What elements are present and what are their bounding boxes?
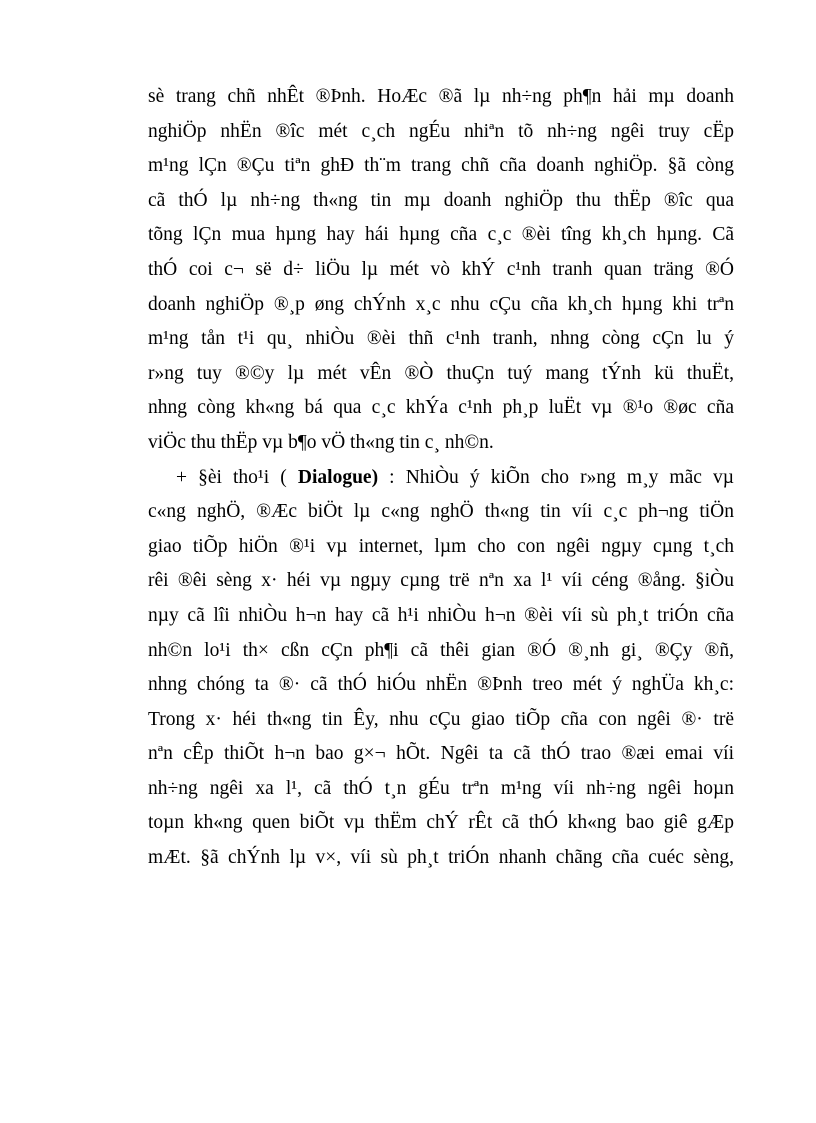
text-line: Trong x· héi th«ng tin Êy, nhu cÇu giao tiÕp cña con ngêi ®· trë <box>148 708 734 730</box>
text-line: mÆt. §ã chÝnh lµ v×, víi sù ph¸t triÓn nhanh chãng cña cuéc sèng, <box>148 847 734 869</box>
text-line: sè trang chñ nhÊt ®Þnh. HoÆc ®ã lµ nh÷ng ph¶n hải mµ doanh <box>148 86 734 107</box>
text-line: thÓ coi c¬ së d÷ liÖu lµ mét vò khÝ c¹nh tranh quan träng ®Ó <box>148 258 734 280</box>
body-text <box>148 80 734 876</box>
text-line: nghiÖp nhËn ®îc mét c¸ch ngÉu nhiªn tõ nh÷ng ngêi truy cËp <box>148 120 734 142</box>
text-line: nµy cã lîi nhiÒu h¬n hay cã h¹i nhiÒu h¬n ®èi víi sù ph¸t triÓn cña <box>148 604 734 626</box>
text-line: m¹ng tån t¹i qu¸ nhiÒu ®èi thñ c¹nh tranh, nhng còng cÇn lu ý <box>148 328 734 350</box>
text-line: viÖc thu thËp vµ b¶o vÖ th«ng tin c¸ nh©n. <box>148 431 494 453</box>
paragraph-lead-line <box>148 461 734 496</box>
text-line: r»ng tuy ®©y lµ mét vÊn ®Ò thuÇn tuý mang tÝnh kü thuËt, <box>148 362 734 384</box>
lead-prefix: + §èi tho¹i ( <box>176 466 287 488</box>
text-line: toµn kh«ng quen biÕt vµ thËm chÝ rÊt cã thÓ kh«ng bao giê gÆp <box>148 812 734 834</box>
text-line: cã thÓ lµ nh÷ng th«ng tin mµ doanh nghiÖp thu thËp ®îc qua <box>148 189 734 211</box>
paragraph-database <box>148 80 734 461</box>
text-line: nªn cÊp thiÕt h¬n bao g×¬ hÕt. Ngêi ta cã thÓ trao ®æi emai víi <box>148 743 734 765</box>
text-line: c«ng nghÖ, ®Æc biÖt lµ c«ng nghÖ th«ng tin víi c¸c ph¬ng tiÖn <box>148 501 734 523</box>
text-line: tõng lÇn mua hµng hay hái hµng cña c¸c ®èi tîng kh¸ch hµng. Cã <box>148 224 734 246</box>
text-line: rêi ®êi sèng x· héi vµ ngµy cµng trë nªn xa l¹ víi céng ®ång. §iÒu <box>148 570 734 592</box>
text-line: giao tiÕp hiÖn ®¹i vµ internet, lµm cho con ngêi ngµy cµng t¸ch <box>148 535 734 557</box>
text-line: nhng còng kh«ng bá qua c¸c khÝa c¹nh ph¸p luËt vµ ®¹o ®øc cña <box>148 397 734 419</box>
lead-rest: : NhiÒu ý kiÕn cho r»ng m¸y mãc vµ <box>378 466 734 488</box>
dialogue-term: Dialogue) <box>297 466 379 488</box>
text-line: nh÷ng ngêi xa l¹, cã thÓ t¸n gÉu trªn m¹ng víi nh÷ng ngêi hoµn <box>148 777 734 799</box>
text-line: doanh nghiÖp ®¸p øng chÝnh x¸c nhu cÇu cña kh¸ch hµng khi trªn <box>148 293 734 315</box>
paragraph-dialogue <box>148 461 734 876</box>
text-line: nh©n lo¹i th× cßn cÇn ph¶i cã thêi gian ®Ó ®¸nh gi¸ ®Çy ®ñ, <box>148 639 734 661</box>
text-line: nhng chóng ta ®· cã thÓ hiÓu nhËn ®Þnh treo mét ý nghÜa kh¸c: <box>148 674 734 696</box>
text-line: m¹ng lÇn ®Çu tiªn ghÐ th¨m trang chñ cña doanh nghiÖp. §ã còng <box>148 155 734 177</box>
